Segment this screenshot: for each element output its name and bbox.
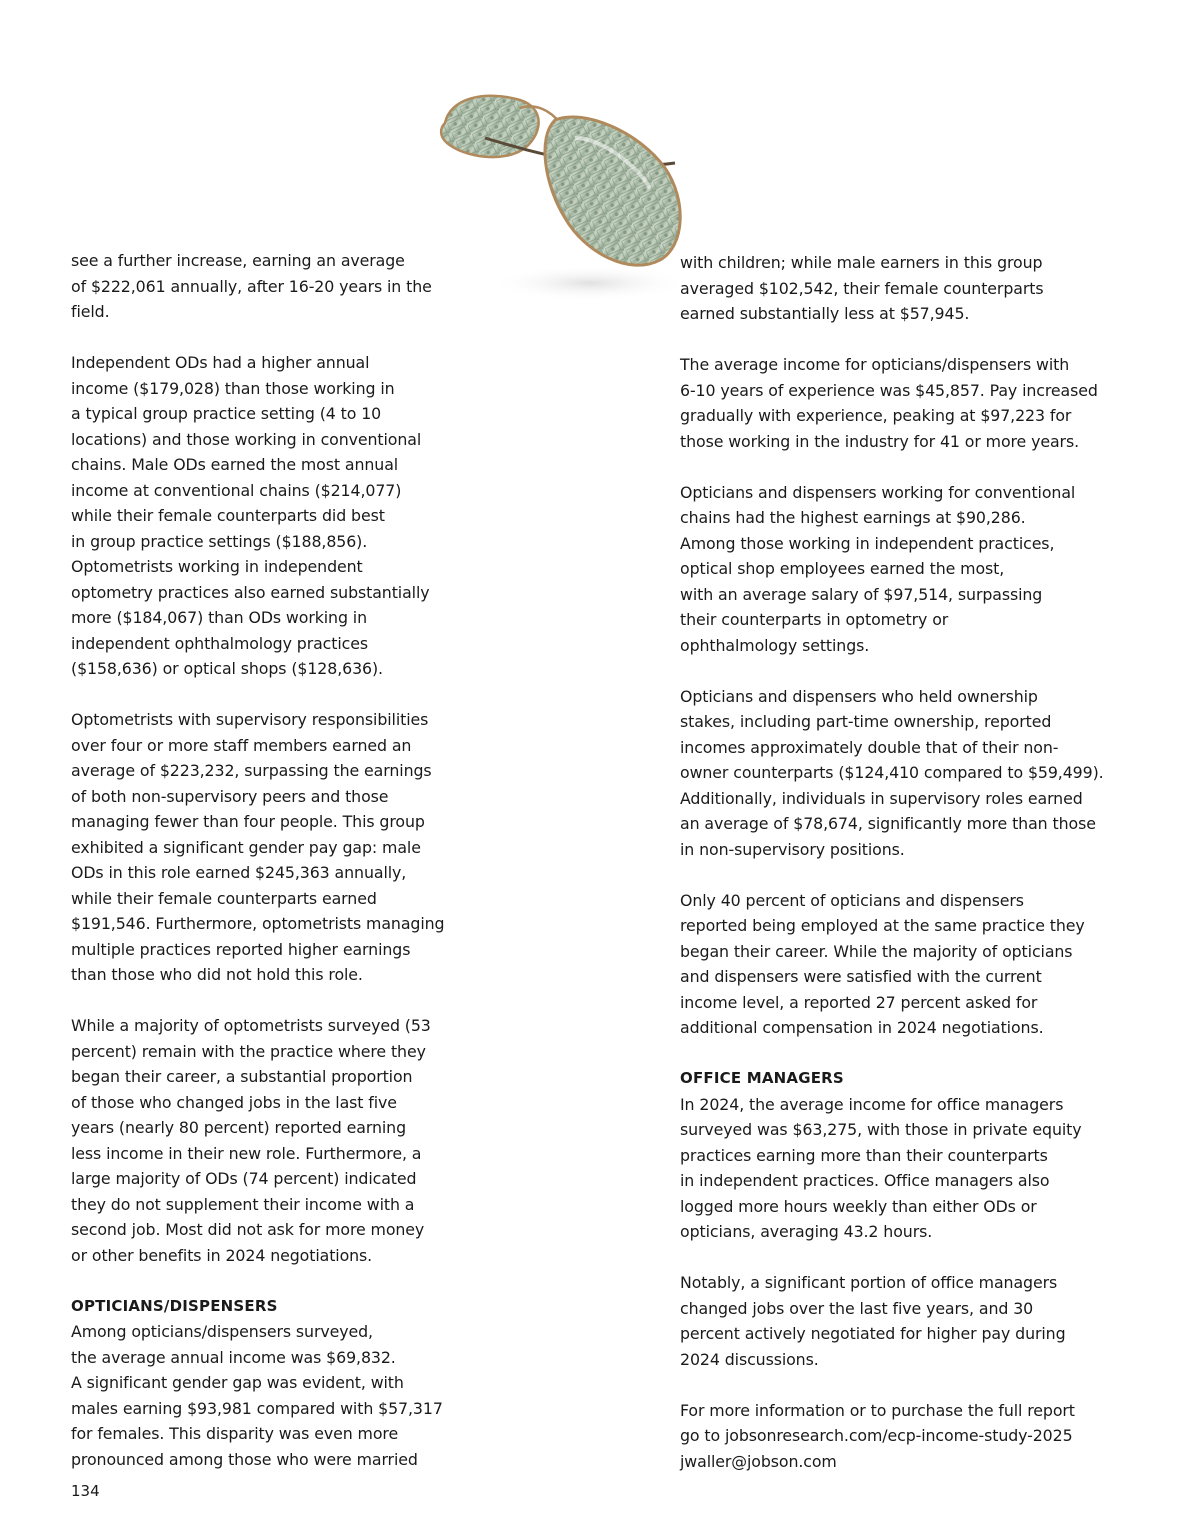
paragraph: with children; while male earners in this group averaged $102,542, their female counterparts earned substantially less at $57,945. — [680, 253, 1044, 323]
section-heading-office-managers: OFFICE MANAGERS — [680, 1069, 844, 1087]
left-column — [71, 248, 451, 1498]
contact-info: For more information or to purchase the full report go to jobsonresearch.com/ecp-income-study-2025 jwaller@jobson.com — [680, 1400, 1075, 1471]
paragraph: In 2024, the average income for office managers surveyed was $63,275, with those in private equity practices earning more than their counterparts in independent practices. Office managers also logged more hours weekly than either ODs or opticians, averaging 43.2 hours. — [680, 1094, 1082, 1241]
section-heading-opticians: OPTICIANS/DISPENSERS — [71, 1296, 278, 1315]
paragraph: While a majority of optometrists surveyed (53 percent) remain with the practice where they began their career, a substantial proportion of those who changed jobs in the last five years (nearly 80 percent) reported earning less income in their new role. Furthermore, a large majority of ODs (74 percent) indicated they do not supplement their income with a second job. Most did not ask for more money or other benefits in 2024 negotiations. — [71, 1016, 431, 1265]
paragraph: see a further increase, earning an average of $222,061 annually, after 16-20 years in the field. — [71, 251, 432, 321]
paragraph: Among opticians/dispensers surveyed, the average annual income was $69,832. A significant gender gap was evident, with males earning $93,981 compared with $57,317 for females. This disparity was even more pronounced among those who were married — [71, 1322, 443, 1469]
paragraph: Independent ODs had a higher annual income ($179,028) than those working in a typical group practice setting (4 to 10 locations) and those working in conventional chains. Male ODs earned the most annual income at conventional chains ($214,077) while their female counterparts did best in group practice settings ($188,856). Optometrists working in independent optometry practices also earned substantially more ($184,067) than ODs working in independent ophthalmology practices ($158,636) or optical shops ($128,636). — [71, 353, 430, 678]
paragraph: Optometrists with supervisory responsibilities over four or more staff members earned an average of $223,232, surpassing the earnings of both non-supervisory peers and those managing fewer than four people. This group exhibited a significant gender pay gap: male ODs in this role earned $245,363 annually, while their female counterparts earned $191,546. Furthermore, optometrists managing multiple practices reported higher earnings than those who did not hold this role. — [71, 710, 445, 984]
paragraph: The average income for opticians/dispensers with 6-10 years of experience was $45,857. Pay increased gradually with experience, peaking at $97,223 for those working in the industry for 41 or more years. — [680, 355, 1098, 451]
right-column — [680, 250, 1110, 1500]
paragraph: Notably, a significant portion of office managers changed jobs over the last five years, and 30 percent actively negotiated for higher pay during 2024 discussions. — [680, 1273, 1066, 1369]
paragraph: Opticians and dispensers who held ownership stakes, including part-time ownership, reported incomes approximately double that of their non- owner counterparts ($124,410 compared to $59,499). Additionally, individuals in supervisory roles earned an average of $78,674, significantly more than those in non-supervisory positions. — [680, 686, 1104, 859]
page-number: 134 — [71, 1482, 100, 1500]
paragraph: Opticians and dispensers working for conventional chains had the highest earnings at $90,286. Among those working in independent practices, optical shop employees earned the most, with an average salary of $97,514, surpassing their counterparts in optometry or ophthalmology settings. — [680, 482, 1076, 655]
paragraph: Only 40 percent of opticians and dispensers reported being employed at the same practice they began their career. While the majority of opticians and dispensers were satisfied with the current income level, a reported 27 percent asked for additional compensation in 2024 negotiations. — [680, 890, 1085, 1037]
